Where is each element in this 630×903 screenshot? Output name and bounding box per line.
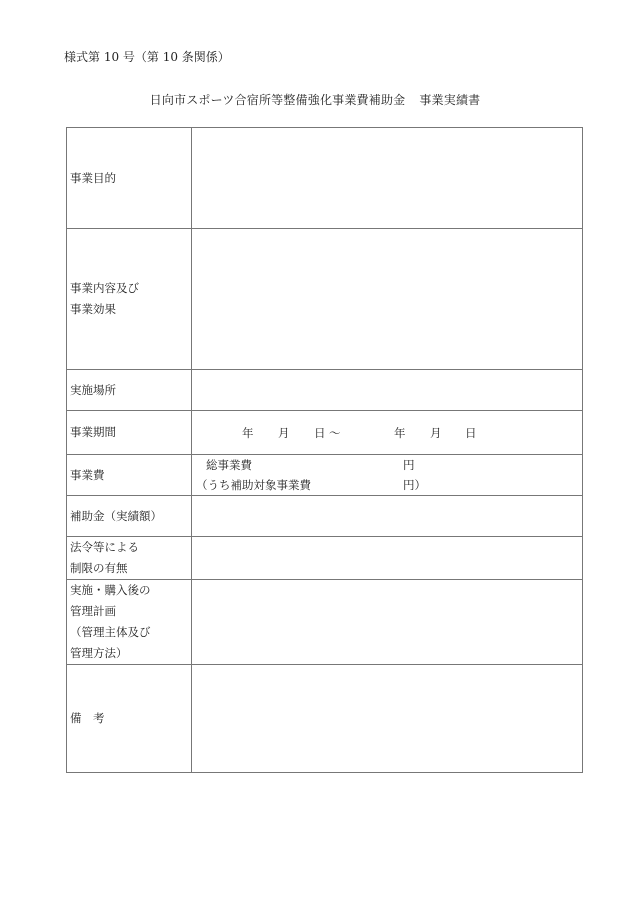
value-restrictions[interactable] (192, 537, 583, 580)
total-cost-label: 総事業費 (206, 458, 252, 472)
row-cost (67, 455, 583, 496)
period-month-start: 月 (278, 425, 290, 440)
period-year-end: 年 (394, 425, 406, 440)
row-restrictions (67, 537, 583, 580)
label-text: 補助金（実績額） (70, 508, 162, 523)
value-remarks[interactable] (192, 665, 583, 773)
title-main: 日向市スポーツ合宿所等整備強化事業費補助金 (149, 93, 406, 107)
total-cost-unit: 円 (403, 458, 415, 472)
subsidy-cost-label: （うち補助対象事業費 (196, 478, 311, 492)
label-text: 実施・購入後の (70, 583, 151, 597)
label-text: 備 考 (70, 711, 105, 725)
label-management (67, 580, 192, 665)
row-management (67, 580, 583, 665)
row-content (67, 229, 583, 370)
label-text: 事業期間 (70, 425, 116, 439)
label-text: （管理主体及び (70, 625, 151, 639)
label-location (67, 370, 192, 411)
row-remarks (67, 665, 583, 773)
row-purpose (67, 128, 583, 229)
period-day-end: 日 (465, 425, 477, 440)
value-location[interactable] (192, 370, 583, 411)
label-subsidy (67, 496, 192, 537)
label-text: 実施場所 (70, 382, 116, 397)
value-purpose[interactable] (192, 128, 583, 229)
label-text: 管理方法） (70, 646, 128, 660)
document-title (0, 91, 630, 108)
value-content[interactable] (192, 229, 583, 370)
label-text: 制限の有無 (70, 561, 128, 575)
label-text: 事業効果 (70, 302, 116, 316)
label-period (67, 411, 192, 455)
row-subsidy (67, 496, 583, 537)
label-restrictions (67, 537, 192, 580)
label-content (67, 229, 192, 370)
label-text: 法令等による (70, 540, 139, 554)
report-table (66, 127, 583, 773)
label-text: 事業目的 (70, 170, 116, 185)
period-month-end: 月 (430, 425, 442, 440)
period-year-start: 年 (242, 425, 254, 440)
row-location (67, 370, 583, 411)
value-subsidy[interactable] (192, 496, 583, 537)
subsidy-cost-unit: 円） (403, 478, 426, 492)
row-period (67, 411, 583, 455)
label-purpose (67, 128, 192, 229)
label-text: 事業内容及び (70, 281, 139, 295)
label-cost (67, 455, 192, 496)
form-number: 様式第 10 号（第 10 条関係） (64, 50, 230, 64)
period-tilde: ～ (329, 425, 341, 440)
label-text: 管理計画 (70, 604, 116, 618)
label-text: 事業費 (70, 467, 105, 482)
title-sub: 事業実績書 (419, 93, 481, 107)
value-management[interactable] (192, 580, 583, 665)
period-day-start: 日 (314, 425, 326, 440)
value-cost[interactable] (192, 455, 583, 496)
value-period[interactable] (192, 411, 583, 455)
label-remarks (67, 665, 192, 773)
